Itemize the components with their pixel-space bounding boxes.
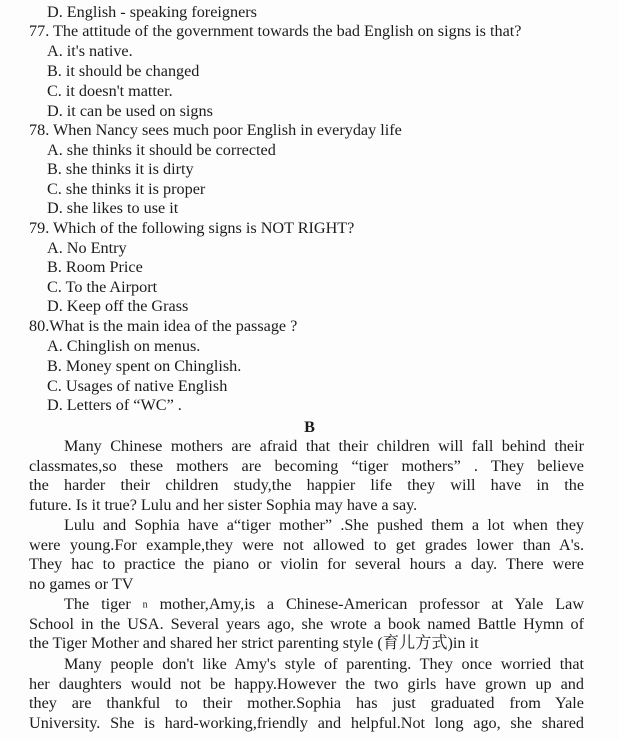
paragraph-line: University. She is hard-working,friendly and helpful.Not long ago, she shared: [29, 713, 584, 732]
paragraph-line: her daughters would not be happy.However the two girls have grown up and: [29, 674, 584, 693]
paragraph-line: they are thankful to their mother.Sophia has just graduated from Yale: [29, 694, 584, 713]
paragraph-line: Lulu and Sophia have a“tiger mother” .She pushed them a lot when they: [64, 516, 584, 534]
paragraph-2: [29, 516, 584, 594]
q80-option-a: A. Chinglish on menus.: [47, 337, 201, 355]
paragraph-line: the Tiger Mother and shared her strict parenting style (育儿方式)in it: [29, 634, 479, 653]
q76-option-d: D. English - speaking foreigners: [47, 3, 257, 21]
paragraph-line: classmates,so these mothers are becoming “tiger mothers” . They believe: [29, 456, 584, 475]
q78-option-a: A. she thinks it should be corrected: [47, 141, 276, 159]
q80-option-c: C. Usages of native English: [47, 377, 228, 395]
q78-stem: 78. When Nancy sees much poor English in everyday life: [29, 121, 402, 139]
paragraph-line: no games or TV: [29, 574, 134, 593]
paragraph-line: They hac to practice the piano or violin for several hours a day. There were: [29, 555, 584, 574]
paragraph-text: The tiger: [64, 595, 131, 613]
q78-option-d: D. she likes to use it: [47, 199, 179, 217]
paragraph-text: mother,Amy,is a Chinese-American professor at Yale Law: [159, 595, 585, 613]
paragraph-line: future. Is it true? Lulu and her sister Sophia may have a say.: [29, 495, 418, 514]
q80-stem: 80.What is the main idea of the passage ?: [29, 317, 298, 335]
q78-option-c: C. she thinks it is proper: [47, 180, 206, 198]
q77-option-d: D. it can be used on signs: [47, 102, 213, 120]
q79-option-c: C. To the Airport: [47, 278, 158, 296]
stray-glyph: n: [142, 599, 148, 611]
q79-option-d: D. Keep off the Grass: [47, 297, 189, 315]
section-heading: B: [304, 418, 315, 436]
q77-option-a: A. it's native.: [47, 42, 133, 60]
paragraph-line: were young.For example,they were not allowed to get grades lower than A's.: [29, 535, 584, 554]
q78-option-b: B. she thinks it is dirty: [47, 160, 194, 178]
paragraph-line: School in the USA. Several years ago, she wrote a book named Battle Hymn of: [29, 614, 584, 633]
paragraph-1: [29, 437, 584, 515]
q79-option-b: B. Room Price: [47, 258, 143, 276]
q77-stem: 77. The attitude of the government towards the bad English on signs is that?: [29, 22, 522, 40]
paragraph-line: Many people don't like Amy's style of parenting. They once worried that: [64, 655, 584, 673]
q79-option-a: A. No Entry: [47, 239, 127, 257]
q79-stem: 79. Which of the following signs is NOT RIGHT?: [29, 219, 355, 237]
paragraph-4: [29, 655, 584, 733]
paragraph-3: [29, 595, 584, 654]
paragraph-line: Many Chinese mothers are afraid that their children will fall behind their: [64, 437, 584, 455]
q80-option-d: D. Letters of “WC” .: [47, 396, 182, 414]
paragraph-line: [29, 595, 584, 615]
q77-option-b: B. it should be changed: [47, 62, 200, 80]
paragraph-line: the harder their children study,the happier life they will have in the: [29, 476, 584, 495]
q80-option-b: B. Money spent on Chinglish.: [47, 357, 242, 375]
q77-option-c: C. it doesn't matter.: [47, 82, 173, 100]
